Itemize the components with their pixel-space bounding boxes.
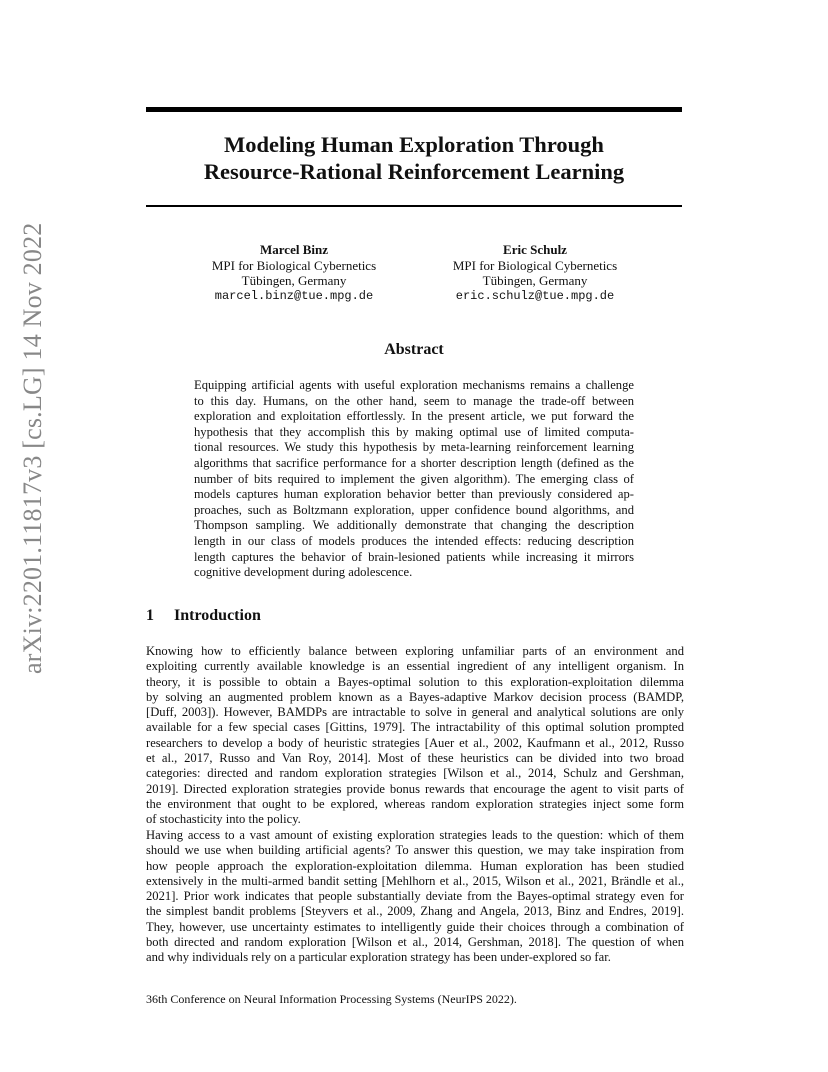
abstract-line: Thompson sampling. We additionally demonstrate that changing the description (194, 518, 634, 533)
abstract-body (194, 378, 634, 581)
intro-paragraph-2-line: how people approach the exploration-exploitation dilemma. Human exploration has been studied (146, 858, 684, 873)
intro-paragraph-2 (146, 828, 684, 966)
intro-paragraph-2-line: extensively in the multi-armed bandit setting [Mehlhorn et al., 2015, Wilson et al., 2021, Brändle et al., (146, 873, 684, 888)
intro-paragraph-1-line: researchers to develop a body of heuristic strategies [Auer et al., 2002, Kaufmann et al., 2012, Russo (146, 735, 684, 750)
author-affiliation: MPI for Biological Cybernetics (211, 257, 377, 273)
author-email[interactable]: eric.schulz@tue.mpg.de (455, 288, 615, 303)
conference-footer: 36th Conference on Neural Information Processing Systems (NeurIPS 2022). (146, 992, 517, 1006)
abstract-line: length in our class of models produces the intended effects: reducing description (194, 533, 634, 548)
abstract-line: exploration and exploitation effortlessly. In the present article, we put forward the (194, 409, 634, 424)
abstract-line: tional resources. We study this hypothesis by meta-learning reinforcement learning (194, 440, 634, 455)
intro-paragraph-1-line: exploiting currently available knowledge is an essential ingredient of any intelligent organism. In (146, 659, 684, 674)
intro-paragraph-1-line: 2019]. Directed exploration strategies provide bonus rewards that encourage the agent to visit parts of (146, 781, 684, 796)
intro-paragraph-1-line: categories: directed and random exploration strategies [Wilson et al., 2014, Schulz and Gershman, (146, 766, 684, 781)
intro-paragraph-1-line: [Duff, 2003]). However, BAMDPs are intractable to solve in general and analytical solutions are only (146, 705, 684, 720)
intro-paragraph-2-line: both directed and random exploration [Wilson et al., 2014, Gershman, 2018]. The question of when (146, 935, 684, 950)
intro-paragraph-1-line: the environment that ought to be explored, whereas random exploration strategies inject some form (146, 796, 684, 811)
section-heading-introduction (146, 607, 261, 625)
section-title: Introduction (174, 607, 261, 624)
author-location: Tübingen, Germany (241, 273, 347, 288)
author-block-2 (425, 242, 645, 304)
intro-paragraph-1-line: of stochasticity into the policy. (146, 812, 301, 827)
abstract-line: to this day. Humans, on the other hand, seem to manage the trade-off between (194, 393, 634, 408)
paper-title (146, 131, 682, 185)
intro-paragraph-2-line: should we use when building artificial agents? To answer this question, we may take inspiration from (146, 843, 684, 858)
intro-paragraph-2-line: They, however, use uncertainty estimates to intelligently guide their choices through a combination of (146, 919, 684, 934)
intro-paragraph-1-line: theory, it is possible to obtain a Bayes-optimal solution to this exploration-exploitation dilemma (146, 674, 684, 689)
author-email[interactable]: marcel.binz@tue.mpg.de (214, 288, 374, 303)
arxiv-sidebar-id: arXiv:2201.11817v3 [cs.LG] 14 Nov 2022 (18, 222, 47, 674)
title-bottom-rule (146, 205, 682, 207)
author-name: Eric Schulz (503, 242, 567, 257)
author-affiliation: MPI for Biological Cybernetics (452, 257, 618, 273)
author-location: Tübingen, Germany (482, 273, 588, 288)
abstract-line: length captures the behavior of brain-lesioned patients while increasing it mirrors (194, 549, 634, 564)
abstract-line: number of bits required to implement the given algorithm). The emerging class of (194, 471, 634, 486)
intro-paragraph-1-line: Knowing how to efficiently balance between exploring unfamiliar parts of an environment and (146, 644, 684, 658)
section-number: 1 (146, 607, 154, 624)
intro-paragraph-2-line: 2021]. Prior work indicates that people substantially deviate from the Bayes-optimal strategy even for (146, 889, 684, 904)
intro-paragraph-1-line: available for a few special cases [Gittins, 1979]. The intractability of this optimal solution prompted (146, 720, 684, 735)
abstract-heading: Abstract (384, 341, 444, 358)
intro-paragraph-1-line: et al., 2017, Russo and Van Roy, 2014]. Most of these heuristics can be divided into two broad (146, 751, 684, 766)
abstract-line: hypothesis that they accomplish this by making optimal use of limited computa- (194, 424, 634, 439)
intro-paragraph-2-line: and why individuals rely on a particular exploration strategy has been under-explored so far. (146, 950, 611, 965)
intro-paragraph-1 (146, 644, 684, 828)
abstract-line: algorithms that sacrifice performance for a shorter description length (defined as the (194, 455, 634, 470)
abstract-line: proaches, such as Boltzmann exploration, upper confidence bound algorithms, and (194, 502, 634, 517)
title-line-1: Modeling Human Exploration Through (224, 132, 604, 157)
author-name: Marcel Binz (260, 242, 328, 257)
abstract-line: models captures human exploration behavior better than previously considered ap- (194, 487, 634, 502)
title-line-2: Resource-Rational Reinforcement Learning (203, 159, 625, 184)
abstract-line: Equipping artificial agents with useful exploration mechanisms remains a challenge (194, 378, 634, 392)
author-block-1 (184, 242, 404, 304)
title-top-rule (146, 107, 682, 112)
abstract-line: cognitive development during adolescence. (194, 565, 413, 580)
intro-paragraph-2-line: the simplest bandit problems [Steyvers et al., 2009, Zhang and Angela, 2013, Binz and Endres, 2019]. (146, 904, 684, 919)
intro-paragraph-2-line: Having access to a vast amount of existing exploration strategies leads to the question: which of them (146, 828, 684, 842)
intro-paragraph-1-line: by solving an augmented problem known as a Bayes-adaptive Markov decision process (BAMDP, (146, 689, 684, 704)
